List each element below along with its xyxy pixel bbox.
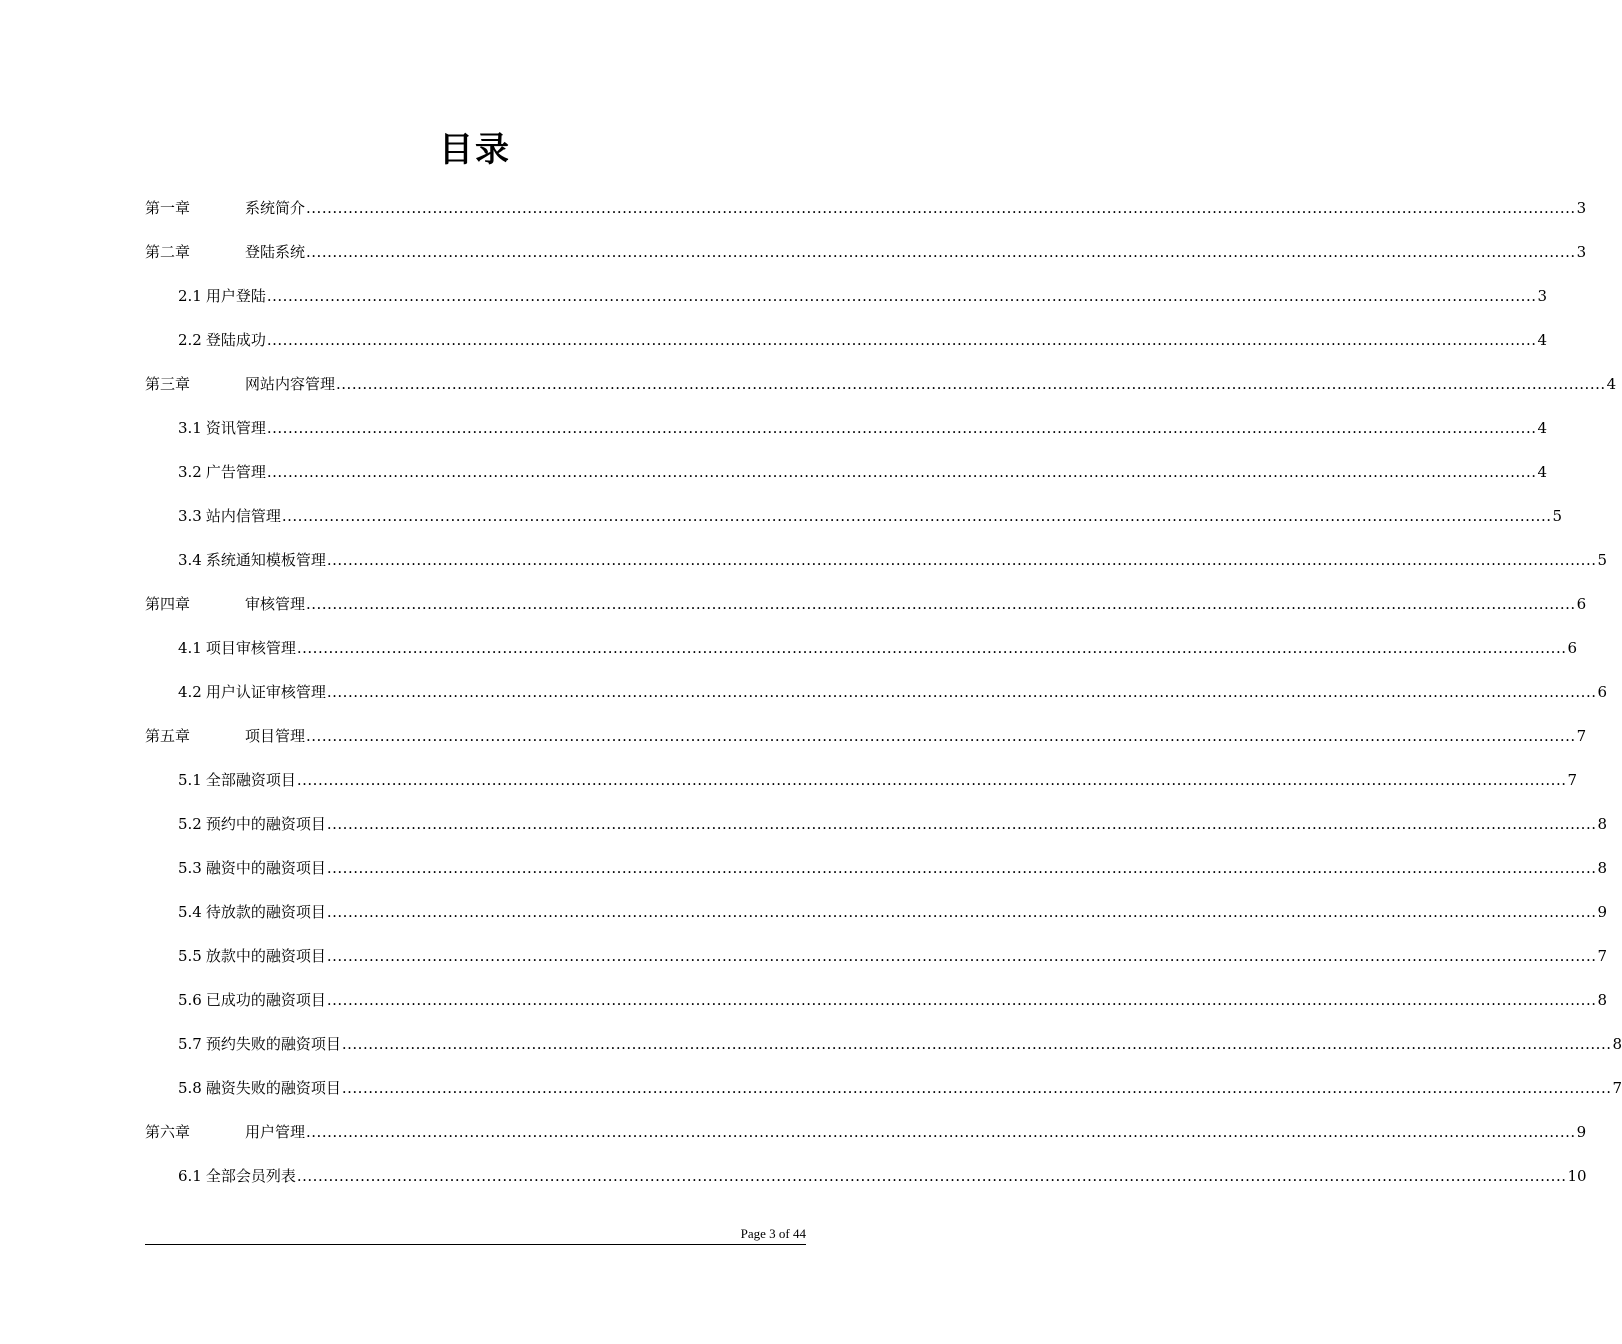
toc-leader-dots: ................................................................................................................................................................................................................................................. (326, 551, 1597, 569)
toc-leader-dots: ................................................................................................................................................................................................................................................. (266, 331, 1537, 349)
toc-entry[interactable] (145, 326, 1548, 370)
toc-entry[interactable] (145, 1118, 1587, 1162)
toc-entry-title: 审核管理 (245, 595, 306, 613)
toc-entry-title: 资讯管理 (205, 419, 266, 437)
toc-entry-title: 用户认证审核管理 (205, 683, 326, 701)
toc-leader-dots: ................................................................................................................................................................................................................................................. (306, 199, 1576, 217)
toc-entry-title: 广告管理 (205, 463, 266, 481)
page-number-label: Page 3 of 44 (740, 1226, 806, 1241)
toc-entry-title: 融资失败的融资项目 (205, 1079, 341, 1097)
toc-leader-dots: ................................................................................................................................................................................................................................................. (326, 947, 1597, 965)
toc-leader-dots: ................................................................................................................................................................................................................................................. (326, 815, 1597, 833)
toc-entry-number: 第三章 (145, 375, 191, 393)
toc-entry[interactable] (145, 810, 1608, 854)
toc-entry-title: 网站内容管理 (245, 375, 336, 393)
toc-entry-title: 预约中的融资项目 (205, 815, 326, 833)
toc-entry-page: 7 (1612, 1079, 1622, 1097)
toc-entry-number: 5.8 (178, 1079, 202, 1097)
toc-entry-title: 放款中的融资项目 (205, 947, 326, 965)
toc-entry-page: 9 (1576, 1123, 1587, 1141)
toc-entry-title: 预约失败的融资项目 (205, 1035, 341, 1053)
toc-entry-title: 系统通知模板管理 (205, 551, 326, 569)
toc-entry-number: 5.3 (178, 859, 202, 877)
toc-entry-title: 用户管理 (245, 1123, 306, 1141)
toc-entry-number: 第四章 (145, 595, 191, 613)
toc-entry-title: 用户登陆 (205, 287, 266, 305)
toc-entry[interactable] (145, 590, 1587, 634)
toc-leader-dots: ................................................................................................................................................................................................................................................. (341, 1035, 1612, 1053)
toc-entry-number: 6.1 (178, 1167, 202, 1185)
page-footer (145, 1226, 806, 1245)
toc-entry-page: 8 (1597, 991, 1608, 1009)
toc-leader-dots: ................................................................................................................................................................................................................................................. (296, 771, 1567, 789)
toc-leader-dots: ................................................................................................................................................................................................................................................. (296, 639, 1567, 657)
toc-leader-dots: ................................................................................................................................................................................................................................................. (336, 375, 1606, 393)
toc-entry-page: 5 (1552, 507, 1563, 525)
toc-entry-number: 第一章 (145, 199, 191, 217)
toc-leader-dots: ................................................................................................................................................................................................................................................. (326, 683, 1597, 701)
toc-entry-number: 5.5 (178, 947, 202, 965)
toc-entry[interactable] (145, 766, 1578, 810)
toc-entry-page: 7 (1567, 771, 1578, 789)
toc-entry-title: 全部会员列表 (205, 1167, 296, 1185)
toc-entry-number: 第五章 (145, 727, 191, 745)
toc-leader-dots: ................................................................................................................................................................................................................................................. (266, 463, 1537, 481)
toc-leader-dots: ................................................................................................................................................................................................................................................. (266, 419, 1537, 437)
toc-leader-dots: ................................................................................................................................................................................................................................................. (326, 903, 1597, 921)
table-of-contents (145, 194, 1622, 1206)
toc-entry-page: 6 (1567, 639, 1578, 657)
toc-entry[interactable] (145, 458, 1548, 502)
toc-entry-page: 3 (1537, 287, 1548, 305)
toc-entry-number: 3.1 (178, 419, 202, 437)
toc-entry[interactable] (145, 634, 1578, 678)
toc-leader-dots: ................................................................................................................................................................................................................................................. (326, 991, 1597, 1009)
toc-leader-dots: ................................................................................................................................................................................................................................................. (306, 595, 1576, 613)
toc-entry-number: 5.7 (178, 1035, 202, 1053)
toc-leader-dots: ................................................................................................................................................................................................................................................. (266, 287, 1537, 305)
toc-entry[interactable] (145, 282, 1548, 326)
toc-entry[interactable] (145, 678, 1608, 722)
toc-entry-page: 6 (1576, 595, 1587, 613)
toc-entry-number: 第二章 (145, 243, 191, 261)
toc-entry[interactable] (145, 194, 1587, 238)
toc-entry-page: 8 (1597, 859, 1608, 877)
toc-entry[interactable] (145, 414, 1548, 458)
toc-leader-dots: ................................................................................................................................................................................................................................................. (306, 727, 1576, 745)
toc-entry-number: 2.1 (178, 287, 202, 305)
toc-entry[interactable] (145, 1074, 1622, 1118)
toc-entry-page: 7 (1576, 727, 1587, 745)
toc-entry-page: 8 (1597, 815, 1608, 833)
toc-entry-number: 第六章 (145, 1123, 191, 1141)
toc-entry-number: 3.3 (178, 507, 202, 525)
toc-entry-page: 7 (1597, 947, 1608, 965)
toc-entry-title: 系统简介 (245, 199, 306, 217)
toc-entry-page: 5 (1597, 551, 1608, 569)
toc-entry-page: 4 (1537, 463, 1548, 481)
toc-entry-title: 待放款的融资项目 (205, 903, 326, 921)
toc-entry[interactable] (145, 942, 1608, 986)
toc-entry-number: 3.4 (178, 551, 202, 569)
toc-entry-number: 5.2 (178, 815, 202, 833)
toc-entry-page: 6 (1597, 683, 1608, 701)
toc-entry-title: 融资中的融资项目 (205, 859, 326, 877)
toc-entry-page: 8 (1612, 1035, 1622, 1053)
toc-entry[interactable] (145, 1162, 1587, 1206)
toc-entry[interactable] (145, 502, 1563, 546)
toc-leader-dots: ................................................................................................................................................................................................................................................. (296, 1167, 1567, 1185)
toc-entry-number: 5.4 (178, 903, 202, 921)
toc-entry-number: 5.6 (178, 991, 202, 1009)
toc-entry-title: 登陆系统 (245, 243, 306, 261)
toc-entry-page: 3 (1576, 199, 1587, 217)
toc-entry-page: 4 (1537, 331, 1548, 349)
toc-entry-number: 4.1 (178, 639, 202, 657)
toc-entry-page: 4 (1537, 419, 1548, 437)
toc-entry-number: 5.1 (178, 771, 202, 789)
toc-entry[interactable] (145, 854, 1608, 898)
toc-entry-title: 已成功的融资项目 (205, 991, 326, 1009)
toc-leader-dots: ................................................................................................................................................................................................................................................. (281, 507, 1552, 525)
toc-entry-page: 9 (1597, 903, 1608, 921)
toc-leader-dots: ................................................................................................................................................................................................................................................. (326, 859, 1597, 877)
toc-entry-title: 全部融资项目 (205, 771, 296, 789)
page-title: 目录 (439, 130, 511, 170)
toc-entry[interactable] (145, 370, 1617, 414)
toc-entry[interactable] (145, 546, 1608, 590)
toc-entry[interactable] (145, 1030, 1622, 1074)
toc-entry-title: 项目审核管理 (205, 639, 296, 657)
toc-entry-number: 2.2 (178, 331, 202, 349)
toc-entry-number: 4.2 (178, 683, 202, 701)
toc-entry[interactable] (145, 722, 1587, 766)
toc-entry-page: 3 (1576, 243, 1587, 261)
toc-entry-title: 登陆成功 (205, 331, 266, 349)
toc-entry[interactable] (145, 238, 1587, 282)
toc-entry-title: 站内信管理 (205, 507, 281, 525)
toc-entry-page: 4 (1606, 375, 1617, 393)
toc-leader-dots: ................................................................................................................................................................................................................................................. (306, 243, 1576, 261)
toc-entry[interactable] (145, 898, 1608, 942)
toc-entry-title: 项目管理 (245, 727, 306, 745)
toc-entry[interactable] (145, 986, 1608, 1030)
toc-leader-dots: ................................................................................................................................................................................................................................................. (306, 1123, 1576, 1141)
toc-leader-dots: ................................................................................................................................................................................................................................................. (341, 1079, 1612, 1097)
toc-entry-number: 3.2 (178, 463, 202, 481)
toc-entry-page: 10 (1567, 1167, 1587, 1185)
